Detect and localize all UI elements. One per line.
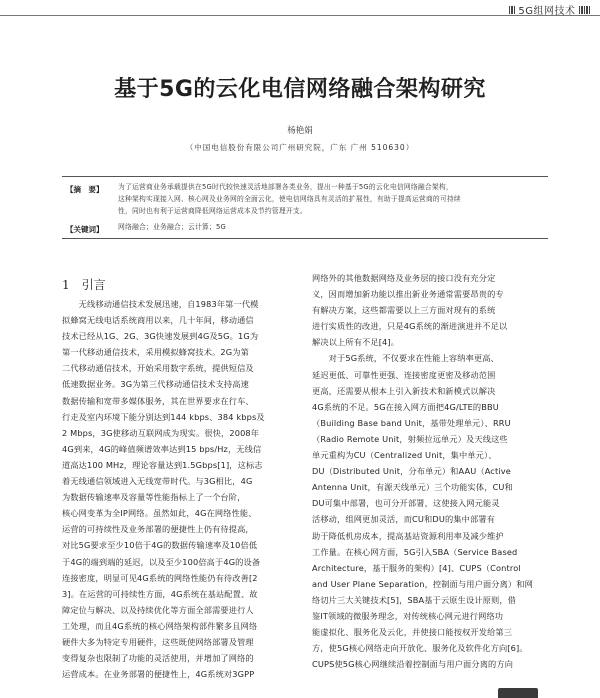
body-line: 拟蜂窝无线电话系统商用以来，几十年间，移动通信 — [62, 315, 254, 326]
body-line: 更高，还需要从根本上引入新技术和新模式以解决 — [312, 385, 496, 396]
body-line: 对比5G要求至少10倍于4G的数据传输速率及10倍低 — [62, 540, 258, 551]
body-column-left — [62, 296, 298, 682]
author-name: 杨艳娟 — [287, 126, 313, 136]
body-line: 行走及室内环境下能分别达到144 kbps、384 kbps及 — [62, 411, 265, 422]
body-line: 鉴IT领域的微服务理念，对传统核心网元进行网络功 — [312, 610, 504, 621]
abstract-line: 这种架构实现接入网、核心网及业务网的全面云化，使电信网络具有灵活的扩展性，有助于提高运营商的可持续 — [118, 195, 461, 203]
body-line: 道高达100 MHz，理论容量达到1.5Gbps[1]，这标志 — [62, 459, 263, 470]
body-line: DU可集中部署，也可分开部署，这使接入网元能灵 — [312, 498, 500, 509]
body-line: 方，使5G核心网络走向开放化、服务化及软件化方向[6]。 — [312, 643, 528, 654]
body-line: 二代移动通信技术，开始采用数字系统，提供短信及 — [62, 363, 254, 374]
body-line: 络切片三大关键技术[5]，SBA基于云原生设计原则，借 — [312, 594, 517, 605]
body-line: 核心网变革为全IP网络。虽然如此，4G在网络性能、 — [62, 508, 257, 519]
journal-column-label: 5G组网技术 — [518, 6, 576, 17]
body-line: 工处理，而且4G系统的核心网络架构部件繁多且网络 — [62, 620, 258, 631]
body-line: 延迟更低、可靠性更强、连接密度更密及移动范围 — [312, 369, 496, 380]
body-line: 对于5G系统，不仅要求在性能上容纳率更高、 — [312, 353, 499, 364]
section-heading-introduction: 1 引言 — [62, 278, 106, 292]
body-line: 低速数据业务。3G为第三代移动通信技术支持高速 — [62, 379, 249, 390]
body-line: 硬件大多为特定专用硬件，这些既使网络部署及管理 — [62, 636, 254, 647]
author-affiliation: （中国电信股份有限公司广州研究院，广东 广州 510630） — [185, 143, 415, 152]
keywords-label: 【关键词】 — [66, 225, 104, 234]
body-line: 运营的可持续性及业务部署的便捷性上仍有待提高， — [62, 524, 254, 535]
abstract-label: 【摘 要】 — [66, 185, 104, 194]
body-line: 第一代移动通信技术，采用模拟蜂窝技术。2G为第 — [62, 347, 249, 358]
body-line: 有解决方案，这些都需要以上三方面对现有的系统 — [312, 305, 496, 316]
body-line: 障定位与解决、以及持续优化等方面全部需要进行人 — [62, 604, 254, 615]
body-line: 单元重构为CU（Centralized Unit，集中单元）、 — [312, 450, 497, 461]
body-line: 于4G的端到端的延迟，以及至少100倍高于4G的设备 — [62, 556, 261, 567]
body-line: CUPS使5G核心网继续沿着控制面与用户面分离的方向 — [312, 659, 514, 670]
body-line: 着无线通信领域进入无线宽带时代。与3G相比，4G — [62, 476, 253, 487]
body-line: 4G到来，4G的峰值频谱效率达到15 bps/Hz，无线信 — [62, 443, 262, 454]
header-bars-icon-right — [579, 6, 591, 14]
body-line: and User Plane Separation，控制面与用户面分离）和网 — [312, 578, 533, 589]
header-bars-icon — [509, 6, 516, 14]
body-line: 3]。在运营的可持续性方面，4G系统在基站配置、故 — [62, 588, 258, 599]
body-line: Antenna Unit，有源天线单元）三个功能实体，CU和 — [312, 482, 513, 493]
body-line: 工作量。在核心网方面，5G引入SBA（Service Based — [312, 546, 518, 557]
body-line: DU（Distributed Unit，分布单元）和AAU（Active — [312, 466, 511, 477]
header-rule — [0, 15, 600, 16]
body-line: 变得复杂也限制了功能的灵活使用，并增加了网络的 — [62, 653, 254, 664]
body-line: 解决以上所有不足[4]。 — [312, 337, 400, 348]
body-line: 连接密度，明显可见4G系统的网络性能仍有待改善[2 — [62, 572, 258, 583]
body-line: 活移动，组网更加灵活，而CU和DU的集中部署有 — [312, 514, 496, 525]
abstract-line: 为了运营商业务承载提供在5G时代较快速灵活地部署各类业务，提出一种基于5G的云化电信网络融合架构， — [118, 183, 453, 191]
abstract-rule-top — [62, 176, 548, 177]
body-line: （Radio Remote Unit，射频拉远单元）及天线这些 — [312, 433, 508, 444]
body-line: 能虚拟化、服务化及云化，并使接口能按权开发给第三 — [312, 627, 513, 638]
body-line: 进行实质性的改进，只是4G系统的渐进演进并不足以 — [312, 321, 508, 332]
paper-title: 基于5G的云化电信网络融合架构研究 — [114, 77, 486, 102]
body-line: 数据传输和宽带多媒体服务，其在世界要求在行车、 — [62, 395, 254, 406]
body-line: 运营成本。在业务部署的便捷性上，4G系统对3GPP — [62, 669, 255, 680]
body-line: 无线移动通信技术发展迅速，自1983年第一代模 — [62, 299, 259, 309]
abstract-line: 性，同时也有利于运营商降低网络运营成本及节约管理开支。 — [118, 207, 307, 215]
body-line: 2 Mbps，3G使移动互联网成为现实。很快，2008年 — [62, 427, 260, 438]
body-line: 网络外的其他数据网络及业务层的接口没有充分定 — [312, 273, 496, 283]
body-line: （Building Base band Unit，基带处理单元）、RRU — [312, 417, 511, 428]
body-line: 义，因而增加新功能以推出新业务通常需要昂贵的专 — [312, 289, 504, 300]
page-number-tab — [498, 688, 538, 698]
body-line: 4G系统的不足。5G在接入网方面把4G/LTE的BBU — [312, 401, 499, 412]
body-column-right — [312, 270, 548, 672]
abstract-rule-bottom — [62, 238, 548, 239]
body-line: Architecture，基于服务的架构）[4]、CUPS（Control — [312, 562, 521, 573]
body-line: 为数据传输速率及容量等性能指标上了一个台阶， — [62, 492, 246, 503]
body-line: 助于降低机房成本，提高基站资源利用率及减少维护 — [312, 530, 504, 541]
body-line: 技术已经从1G、2G、3G快速发展到4G及5G。1G为 — [62, 331, 259, 342]
keywords-text: 网络融合；业务融合；云计算；5G — [118, 223, 226, 231]
